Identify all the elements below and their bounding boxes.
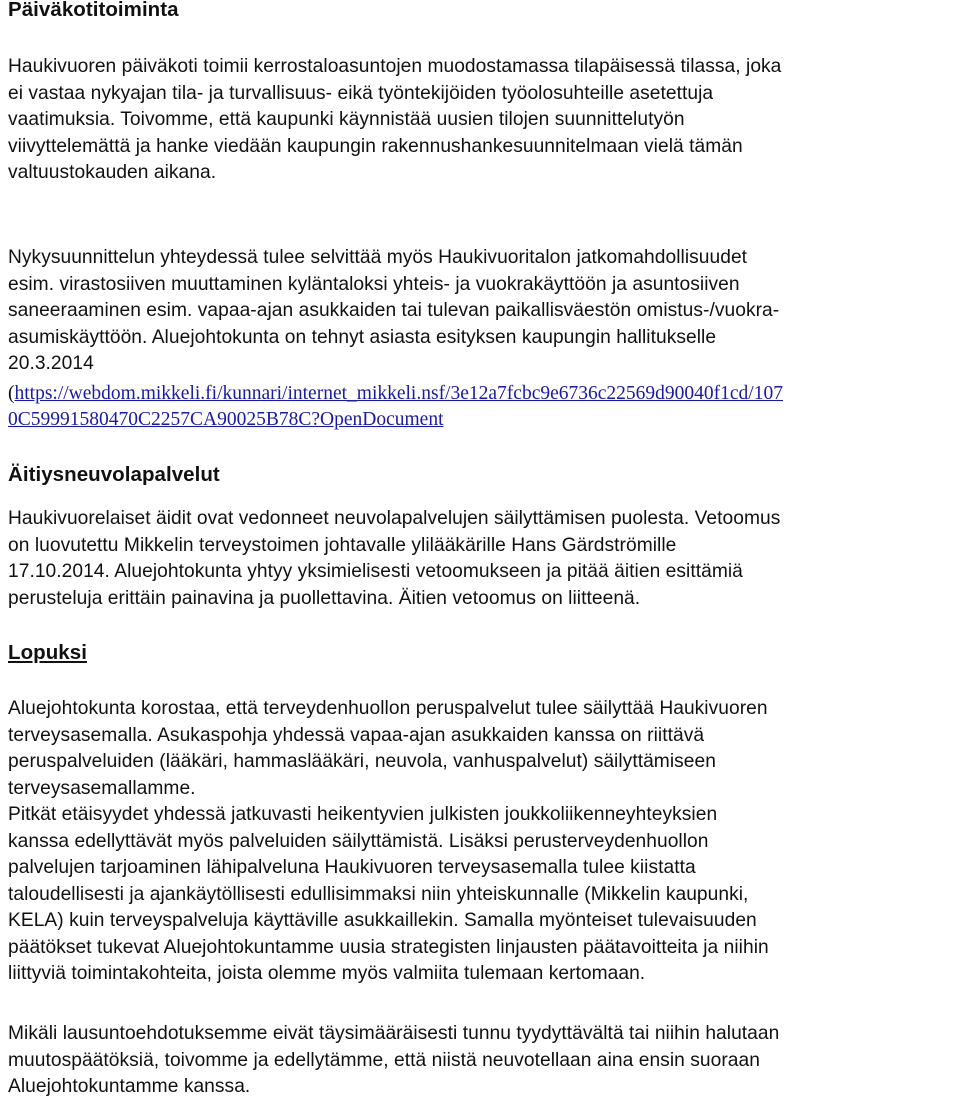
- paragraph-haukivuoritalo: [8, 245, 779, 378]
- text-line: 17.10.2014. Aluejohtokunta yhtyy yksimielisesti vetoomukseen ja pitää äitien esittämiä: [8, 561, 743, 582]
- text-line: Haukivuoren päiväkoti toimii kerrostaloasuntojen muodostamassa tilapäisessä tilassa, joka: [8, 56, 782, 77]
- text-line: 20.3.2014: [8, 353, 94, 374]
- paragraph-mikali: [8, 1021, 779, 1101]
- text-line: Aluejohtokunta korostaa, että terveydenhuollon peruspalvelut tulee säilyttää Haukivuoren: [8, 698, 768, 719]
- text-line: kanssa edellyttävät myös palveluiden säilyttämistä. Lisäksi perusterveydenhuollon: [8, 830, 709, 852]
- heading-lopuksi: Lopuksi: [8, 641, 87, 664]
- link-line-2: [8, 407, 783, 433]
- text-line: valtuustokauden aikana.: [8, 162, 217, 183]
- paragraph-paivakoti: [8, 54, 781, 187]
- text-line: esim. virastosiiven muuttaminen kyläntaloksi yhteis- ja vuokrakäyttöön ja asuntosiiven: [8, 273, 740, 295]
- text-line: ei vastaa nykyajan tila- ja turvallisuus- eikä työntekijöiden työolosuhteille asetettuja: [8, 82, 714, 104]
- text-line: taloudellisesti ja ajankäytöllisesti edullisimmaksi niin yhteiskunnalle (Mikkelin kaupunki,: [8, 883, 749, 905]
- text-line: palvelujen tarjoaminen lähipalveluna Haukivuoren terveysasemalla tulee kiistatta: [8, 857, 696, 878]
- text-line: muutospäätöksiä, toivomme ja edellytämme, että niistä neuvotellaan aina ensin suoraan: [8, 1049, 760, 1071]
- document-link-part-1[interactable]: https://webdom.mikkeli.fi/kunnari/internet_mikkeli.nsf/3e12a7fcbc9e6736c22569d90040f1cd/107: [14, 383, 783, 404]
- text-line: viivyttelemättä ja hanke viedään kaupungin rakennushankesuunnitelmaan vielä tämän: [8, 135, 743, 157]
- heading-aitiysneuvolapalvelut: Äitiysneuvolapalvelut: [8, 463, 220, 486]
- document-link-part-2[interactable]: 0C59991580470C2257CA90025B78C?OpenDocument: [8, 409, 444, 430]
- paragraph-aitiysneuvola: [8, 506, 780, 612]
- text-line: vaatimuksia. Toivomme, että kaupunki käynnistää uusien tilojen suunnittelutyön: [8, 109, 685, 130]
- text-line: perusteluja erittäin painavina ja puollettavina. Äitien vetoomus on liitteenä.: [8, 587, 641, 609]
- text-line: asumiskäyttöön. Aluejohtokunta on tehnyt asiasta esityksen kaupungin hallitukselle: [8, 326, 717, 348]
- text-line: terveysasemalla. Asukaspohja yhdessä vapaa-ajan asukkaiden kanssa on riittävä: [8, 724, 705, 746]
- heading-paivakotitoiminta: Päiväkotitoiminta: [8, 0, 179, 21]
- text-line: KELA) kuin terveyspalveluja käyttäville asukkaillekin. Samalla myönteiset tulevaisuuden: [8, 910, 757, 931]
- link-open-paren: (: [8, 383, 15, 404]
- text-line: peruspalveluiden (lääkäri, hammaslääkäri, neuvola, vanhuspalvelut) säilyttämiseen: [8, 751, 716, 772]
- text-line: saneeraaminen esim. vapaa-ajan asukkaiden tai tulevan paikallisväestön omistus-/vuokra-: [8, 300, 780, 321]
- text-line: Pitkät etäisyydet yhdessä jatkuvasti heikentyvien julkisten joukkoliikenneyhteyksien: [8, 804, 718, 825]
- paragraph-lopuksi: [8, 696, 769, 988]
- text-line: Aluejohtokuntamme kanssa.: [8, 1076, 251, 1097]
- document-link-block: [8, 381, 783, 433]
- text-line: on luovutettu Mikkelin terveystoimen johtavalle ylilääkärille Hans Gärdströmille: [8, 534, 677, 556]
- text-line: liittyviä toimintakohteita, joista olemme myös valmiita tulemaan kertomaan.: [8, 963, 646, 984]
- text-line: Haukivuorelaiset äidit ovat vedonneet neuvolapalvelujen säilyttämisen puolesta. Vetoomus: [8, 508, 781, 529]
- link-line-1: [8, 381, 783, 407]
- text-line: Mikäli lausuntoehdotuksemme eivät täysimääräisesti tunnu tyydyttävältä tai niihin halutaan: [8, 1023, 780, 1044]
- text-line: terveysasemallamme.: [8, 777, 196, 799]
- text-line: päätökset tukevat Aluejohtokuntamme uusia strategisten linjausten päätavoitteita ja niihin: [8, 936, 769, 958]
- text-line: Nykysuunnittelun yhteydessä tulee selvittää myös Haukivuoritalon jatkomahdollisuudet: [8, 247, 748, 268]
